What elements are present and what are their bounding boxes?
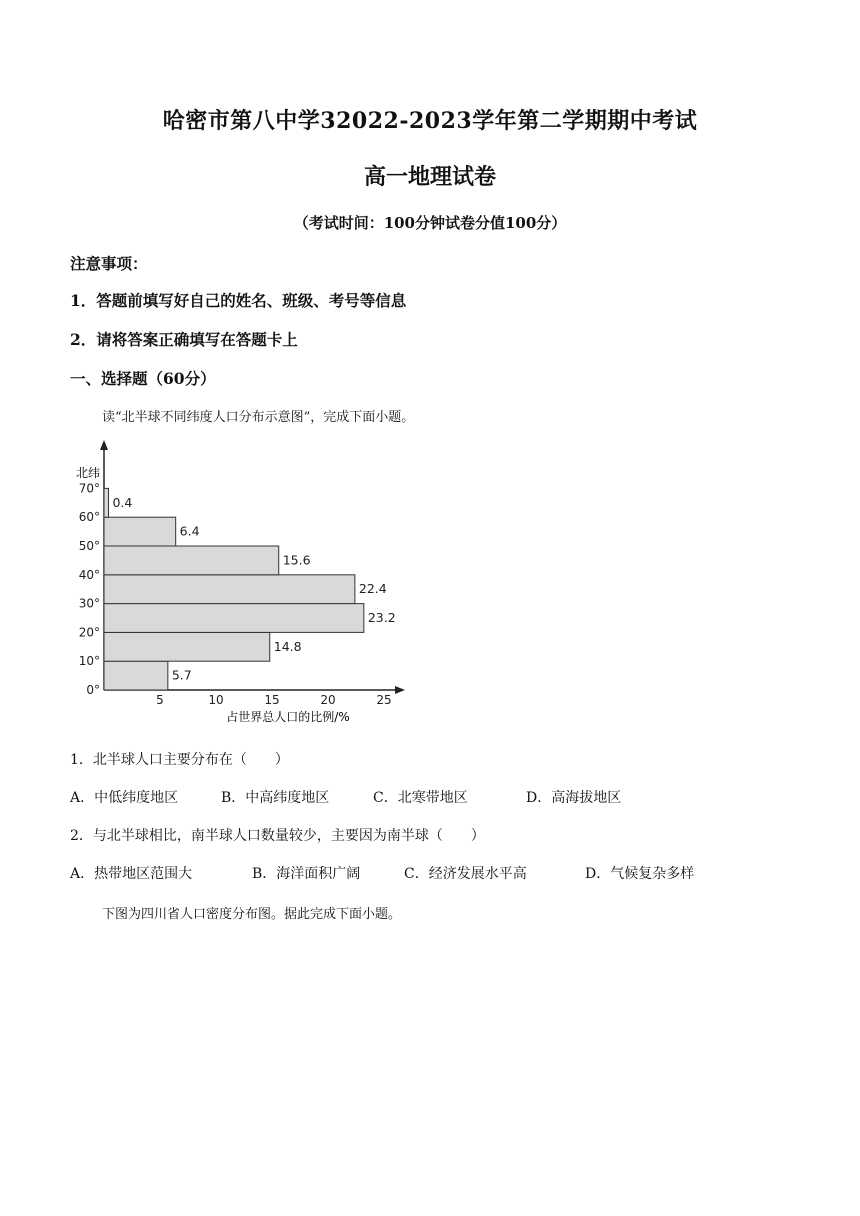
- bar-30°-40°: [104, 575, 355, 604]
- x-tick-label: 10: [208, 693, 224, 707]
- q1-option-c[interactable]: C．北寒带地区: [373, 790, 468, 806]
- bar-0°-10°: [104, 661, 168, 690]
- y-tick-label: 0°: [86, 683, 100, 697]
- bar-value-label: 14.8: [273, 638, 302, 654]
- x-tick-label: 25: [376, 693, 392, 707]
- q2-option-d[interactable]: D．气候复杂多样: [585, 866, 695, 882]
- exam-title: 哈密市第八中学32022-2023学年第二学期期中考试: [162, 108, 698, 134]
- q2-option-a[interactable]: A．热带地区范围大: [70, 866, 193, 882]
- exam-subtitle: 高一地理试卷: [363, 164, 496, 190]
- bar-10°-20°: [104, 632, 270, 661]
- y-axis-label: 北纬: [76, 466, 101, 480]
- bar-value-label: 23.2: [367, 610, 396, 625]
- y-tick-label: 60°: [78, 510, 100, 525]
- y-tick-label: 10°: [78, 654, 100, 669]
- x-tick-label: 15: [264, 693, 280, 707]
- bar-value-label: 15.6: [282, 552, 311, 568]
- q1-option-a[interactable]: A．中低纬度地区: [70, 790, 179, 806]
- bar-40°-50°: [104, 546, 279, 575]
- bar-20°-30°: [104, 604, 364, 633]
- exam-info: （考试时间：100分钟试卷分值100分）: [293, 214, 567, 232]
- intro-text-2: 下图为四川省人口密度分布图。据此完成下面小题。: [102, 907, 402, 922]
- bar-value-label: 5.7: [171, 667, 192, 683]
- y-tick-label: 70°: [78, 481, 100, 496]
- bar-50°-60°: [104, 517, 176, 546]
- section-title: 一、选择题（60分）: [70, 369, 216, 388]
- y-axis-arrow: [100, 440, 108, 450]
- y-tick-label: 50°: [78, 539, 100, 553]
- x-tick-label: 20: [320, 693, 336, 707]
- x-axis-arrow: [395, 686, 405, 694]
- note-item-2: 2．请将答案正确填写在答题卡上: [70, 330, 298, 349]
- q2-option-c[interactable]: C．经济发展水平高: [404, 866, 527, 882]
- intro-text-1: 读“北半球不同纬度人口分布示意图”，完成下面小题。: [102, 410, 415, 425]
- bar-60°-70°: [104, 488, 108, 517]
- note-item-1: 1．答题前填写好自己的姓名、班级、考号等信息: [70, 291, 407, 310]
- q1-option-d[interactable]: D．高海拔地区: [526, 790, 622, 806]
- x-tick-label: 5: [156, 693, 164, 707]
- y-tick-label: 20°: [78, 625, 100, 640]
- q1-option-b[interactable]: B．中高纬度地区: [221, 790, 330, 806]
- question-1-stem: 1．北半球人口主要分布在（ ）: [70, 752, 289, 768]
- bar-value-label: 6.4: [179, 523, 200, 539]
- bar-value-label: 0.4: [112, 494, 133, 510]
- question-2-stem: 2．与北半球相比，南半球人口数量较少，主要因为南半球（ ）: [70, 828, 485, 844]
- x-axis-label: 占世界总人口的比例/%: [226, 710, 350, 724]
- y-tick-label: 40°: [78, 567, 100, 582]
- population-latitude-chart: [60, 430, 420, 730]
- bar-value-label: 22.4: [358, 581, 387, 597]
- notes-heading: 注意事项：: [70, 254, 148, 273]
- y-tick-label: 30°: [78, 596, 100, 611]
- q2-option-b[interactable]: B．海洋面积广阔: [252, 866, 361, 882]
